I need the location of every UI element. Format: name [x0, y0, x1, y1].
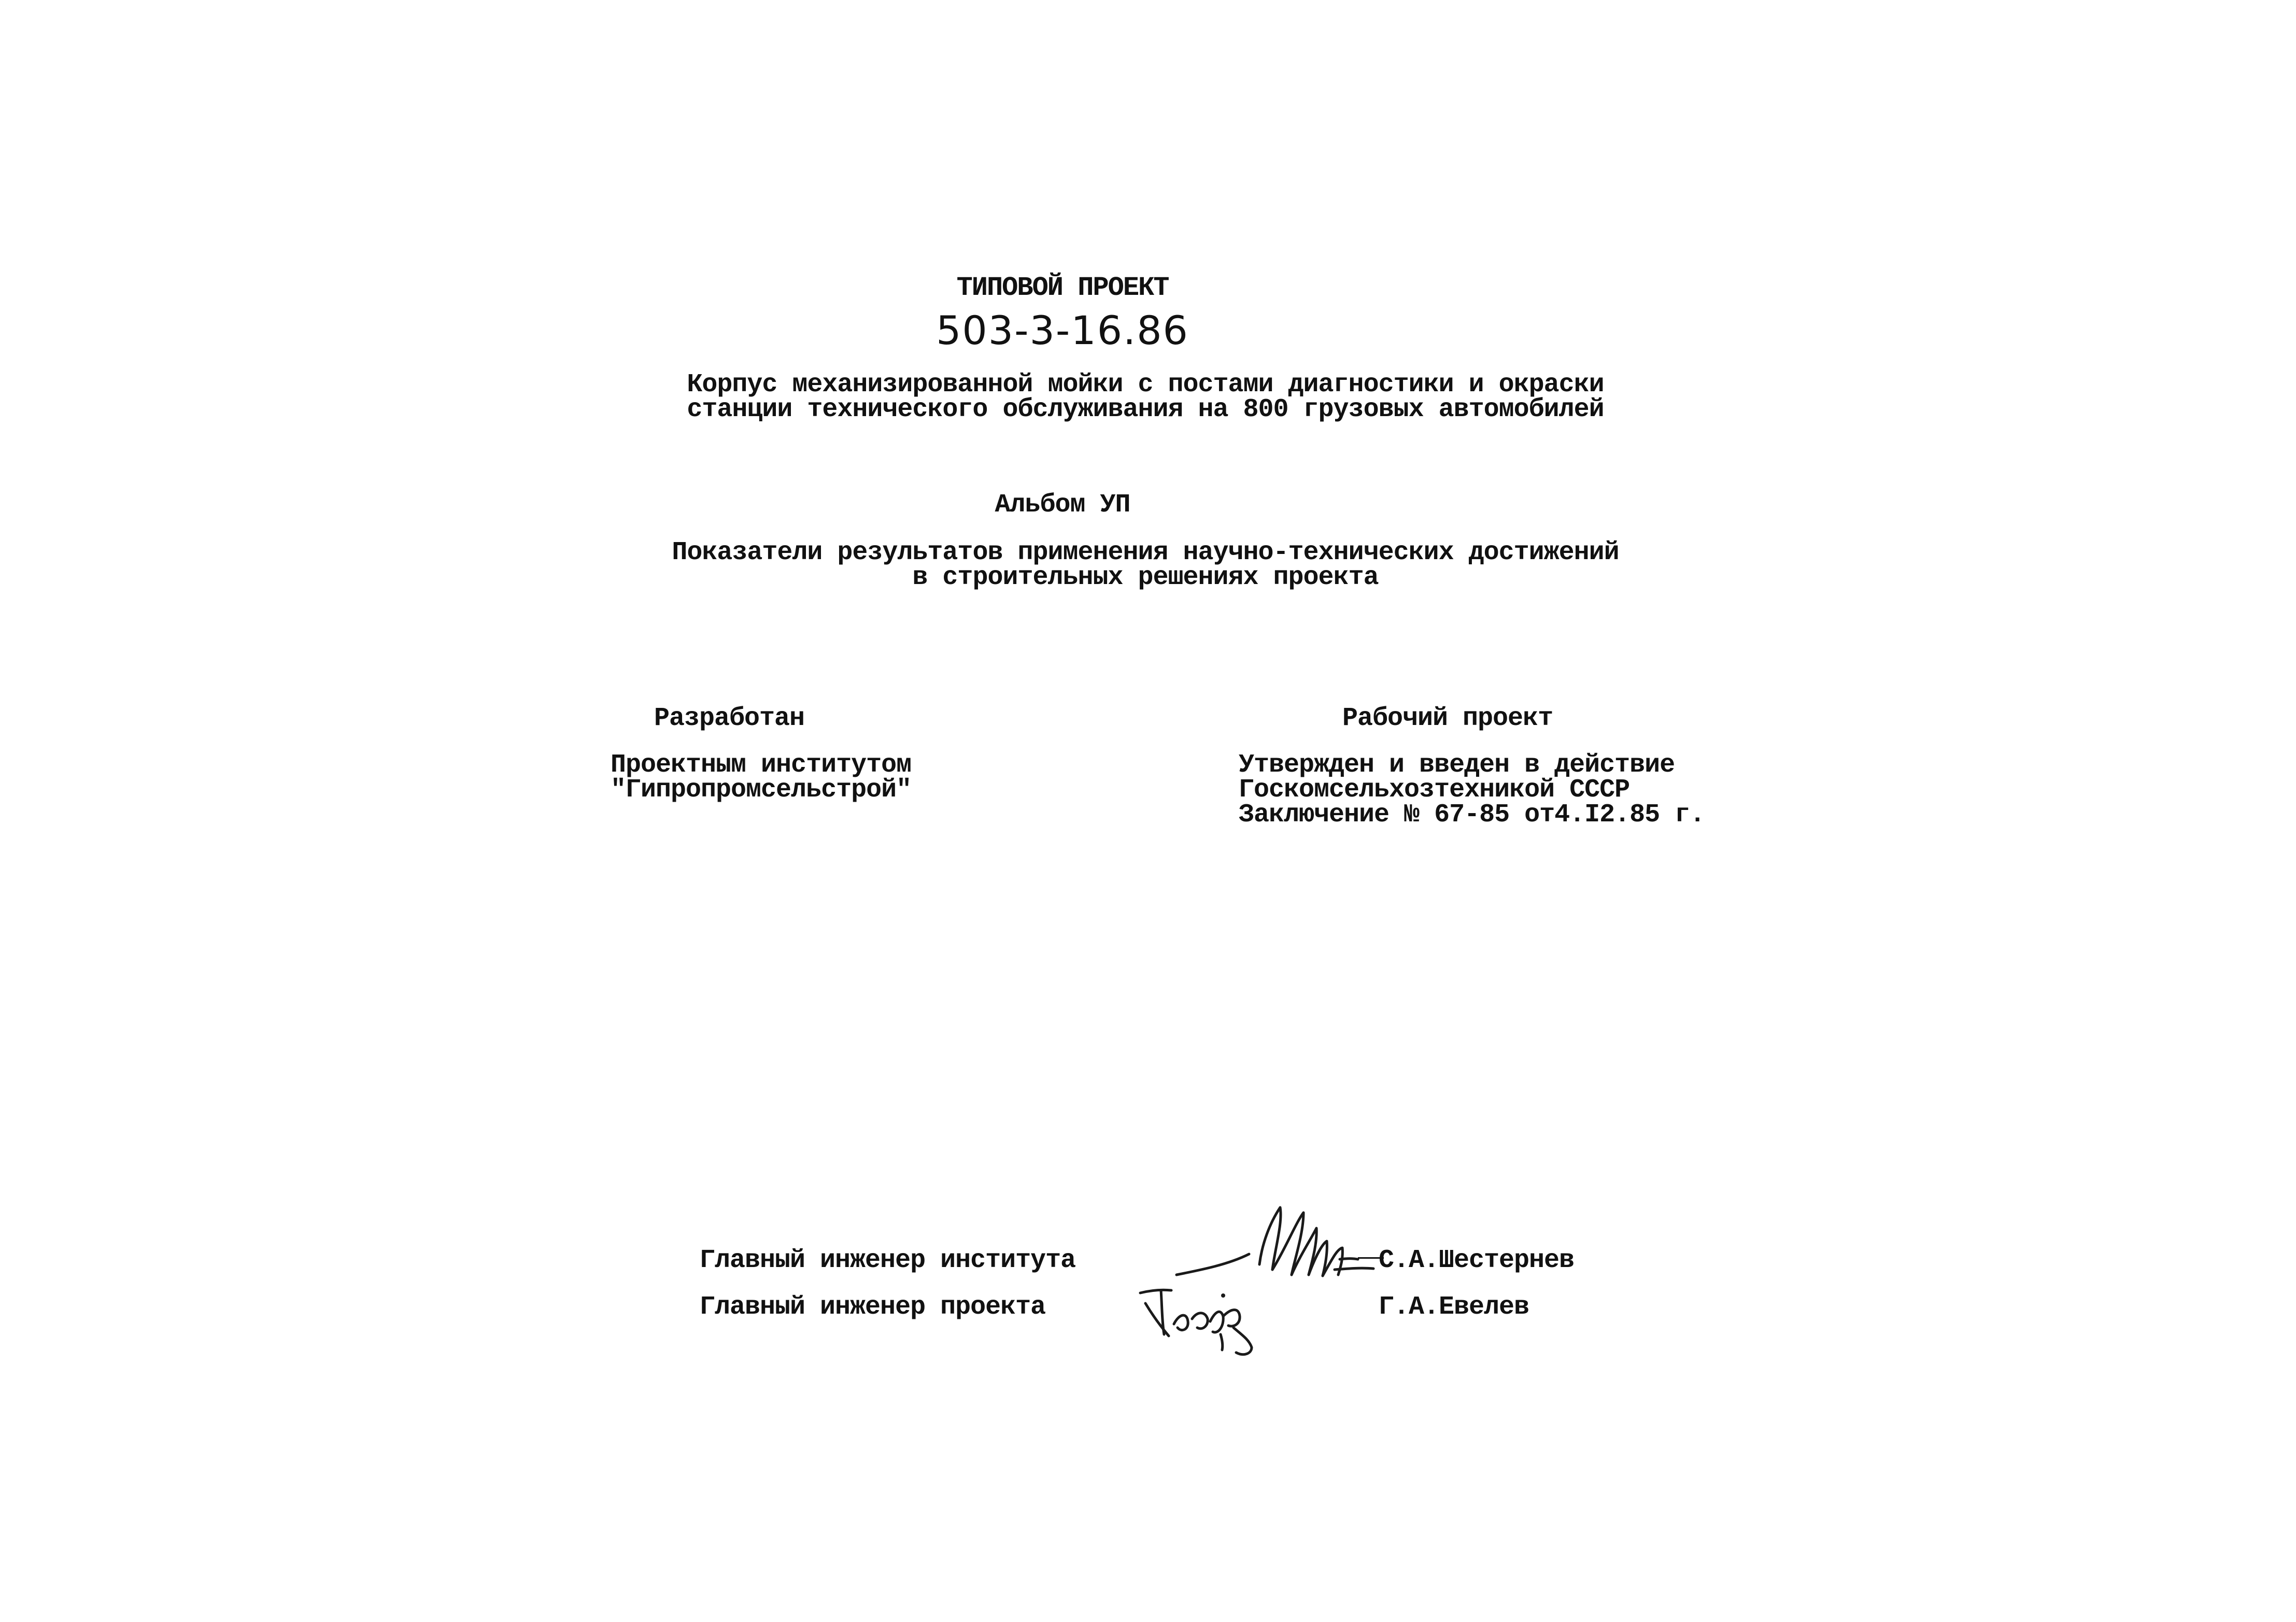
document-type-title: ТИПОВОЙ ПРОЕКТ — [956, 273, 1169, 303]
indicators-title-line-2: в строительных решениях проекта — [912, 563, 1379, 592]
approval-line-2: Госкомсельхозтехникой СССР — [1239, 775, 1630, 805]
developer-line-1: Проектным институтом — [611, 750, 912, 780]
project-stage-label: Рабочий проект — [1342, 704, 1553, 733]
developer-line-2: "Гипропромсельстрой" — [611, 775, 912, 805]
signatory-name-2: Г.А.Евелев — [1379, 1292, 1529, 1322]
developer-label: Разработан — [654, 704, 805, 733]
approval-line-3: Заключение № 67-85 от4.I2.85 г. — [1239, 800, 1705, 830]
handwritten-signatures — [1130, 1192, 1399, 1363]
signatory-title-chief-engineer-institute: Главный инженер института — [700, 1246, 1076, 1275]
document-number: 503-3-16.86 — [936, 307, 1189, 353]
approval-line-1: Утвержден и введен в действие — [1239, 750, 1675, 780]
album-label: Альбом УП — [995, 490, 1130, 520]
indicators-title-line-1: Показатели результатов применения научно-технических достижений — [672, 538, 1619, 567]
signatory-title-chief-engineer-project: Главный инженер проекта — [700, 1292, 1046, 1322]
object-description-line-2: станции технического обслуживания на 800 грузовых автомобилей — [687, 395, 1604, 424]
object-description-line-1: Корпус механизированной мойки с постами диагностики и окраски — [687, 370, 1604, 400]
signatory-name-1: С.А.Шестернев — [1379, 1246, 1575, 1275]
